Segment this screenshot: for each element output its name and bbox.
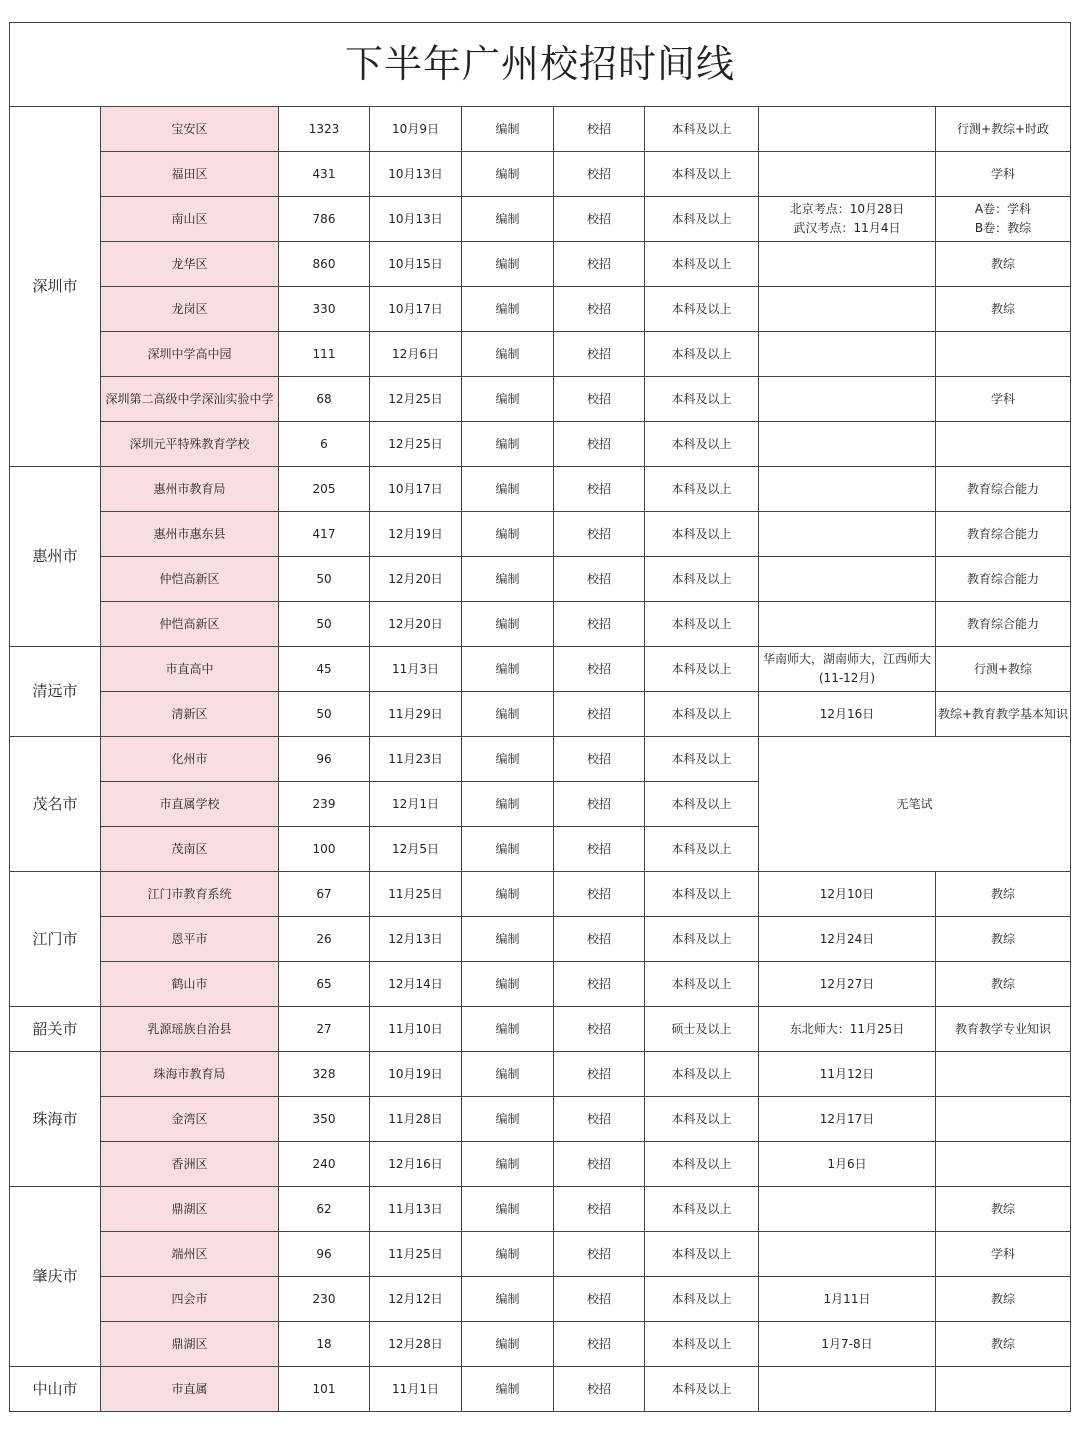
unit-cell: 乳源瑶族自治县	[101, 1007, 279, 1052]
exam-cell-line: 武汉考点：11月4日	[793, 221, 901, 235]
date-cell: 11月3日	[370, 647, 462, 692]
count-cell: 96	[279, 737, 370, 782]
title-row	[10, 23, 1071, 107]
date-cell: 12月28日	[370, 1322, 462, 1367]
unit-cell: 鹤山市	[101, 962, 279, 1007]
date-cell: 12月20日	[370, 557, 462, 602]
table-row	[10, 872, 1071, 917]
count-cell: 328	[279, 1052, 370, 1097]
type-cell: 编制	[462, 1142, 554, 1187]
city-cell: 肇庆市	[10, 1187, 101, 1367]
method-cell: 校招	[554, 692, 645, 737]
count-cell: 111	[279, 332, 370, 377]
unit-cell: 深圳第二高级中学深汕实验中学	[101, 377, 279, 422]
table-row	[10, 647, 1071, 692]
type-cell: 编制	[462, 377, 554, 422]
date-cell: 12月6日	[370, 332, 462, 377]
education-cell: 本科及以上	[645, 1367, 759, 1412]
exam-cell	[759, 1187, 936, 1232]
exam-cell-line: 北京考点：10月28日	[789, 202, 905, 216]
date-cell: 11月29日	[370, 692, 462, 737]
unit-cell: 四会市	[101, 1277, 279, 1322]
table-row	[10, 107, 1071, 152]
exam-cell	[759, 1232, 936, 1277]
exam-cell	[759, 422, 936, 467]
education-cell: 本科及以上	[645, 962, 759, 1007]
method-cell: 校招	[554, 512, 645, 557]
education-cell: 本科及以上	[645, 1232, 759, 1277]
subject-cell	[936, 1142, 1071, 1187]
table-row	[10, 737, 1071, 782]
subject-cell: 教育教学专业知识	[936, 1007, 1071, 1052]
unit-cell: 仲恺高新区	[101, 557, 279, 602]
date-cell: 10月9日	[370, 107, 462, 152]
count-cell: 240	[279, 1142, 370, 1187]
table-row	[10, 1097, 1071, 1142]
method-cell: 校招	[554, 827, 645, 872]
date-cell: 10月15日	[370, 242, 462, 287]
date-cell: 12月13日	[370, 917, 462, 962]
table-row	[10, 1322, 1071, 1367]
date-cell: 10月17日	[370, 287, 462, 332]
date-cell: 12月25日	[370, 377, 462, 422]
exam-cell	[759, 287, 936, 332]
method-cell: 校招	[554, 1232, 645, 1277]
exam-cell: 1月11日	[759, 1277, 936, 1322]
date-cell: 11月25日	[370, 872, 462, 917]
date-cell: 11月13日	[370, 1187, 462, 1232]
type-cell: 编制	[462, 1367, 554, 1412]
date-cell: 10月13日	[370, 197, 462, 242]
table-row	[10, 467, 1071, 512]
table-row	[10, 917, 1071, 962]
education-cell: 本科及以上	[645, 1277, 759, 1322]
exam-cell	[759, 1367, 936, 1412]
method-cell: 校招	[554, 422, 645, 467]
type-cell: 编制	[462, 287, 554, 332]
education-cell: 本科及以上	[645, 332, 759, 377]
education-cell: 本科及以上	[645, 467, 759, 512]
method-cell: 校招	[554, 737, 645, 782]
method-cell: 校招	[554, 962, 645, 1007]
table-row	[10, 1187, 1071, 1232]
subject-cell	[936, 197, 1071, 242]
subject-cell	[936, 1097, 1071, 1142]
type-cell: 编制	[462, 602, 554, 647]
exam-cell	[759, 602, 936, 647]
method-cell: 校招	[554, 107, 645, 152]
type-cell: 编制	[462, 782, 554, 827]
city-cell: 惠州市	[10, 467, 101, 647]
subject-cell: 教育综合能力	[936, 467, 1071, 512]
education-cell: 本科及以上	[645, 827, 759, 872]
count-cell: 205	[279, 467, 370, 512]
date-cell: 12月1日	[370, 782, 462, 827]
count-cell: 96	[279, 1232, 370, 1277]
count-cell: 50	[279, 557, 370, 602]
count-cell: 67	[279, 872, 370, 917]
table-row	[10, 377, 1071, 422]
exam-cell	[759, 242, 936, 287]
page-title: 下半年广州校招时间线	[10, 23, 1071, 107]
count-cell: 239	[279, 782, 370, 827]
method-cell: 校招	[554, 557, 645, 602]
education-cell: 本科及以上	[645, 377, 759, 422]
date-cell: 11月28日	[370, 1097, 462, 1142]
exam-cell	[759, 152, 936, 197]
table-row	[10, 332, 1071, 377]
table-row	[10, 422, 1071, 467]
subject-cell: 学科	[936, 1232, 1071, 1277]
count-cell: 100	[279, 827, 370, 872]
education-cell: 本科及以上	[645, 602, 759, 647]
table-row	[10, 692, 1071, 737]
subject-cell: 教育综合能力	[936, 602, 1071, 647]
count-cell: 62	[279, 1187, 370, 1232]
exam-cell: 12月16日	[759, 692, 936, 737]
exam-cell: 东北师大：11月25日	[759, 1007, 936, 1052]
city-cell: 清远市	[10, 647, 101, 737]
unit-cell: 龙华区	[101, 242, 279, 287]
exam-cell	[759, 557, 936, 602]
date-cell: 12月19日	[370, 512, 462, 557]
table-row	[10, 242, 1071, 287]
education-cell: 本科及以上	[645, 782, 759, 827]
education-cell: 本科及以上	[645, 647, 759, 692]
unit-cell: 惠州市惠东县	[101, 512, 279, 557]
subject-cell: 教育综合能力	[936, 512, 1071, 557]
count-cell: 786	[279, 197, 370, 242]
type-cell: 编制	[462, 872, 554, 917]
unit-cell: 深圳中学高中园	[101, 332, 279, 377]
date-cell: 12月12日	[370, 1277, 462, 1322]
education-cell: 本科及以上	[645, 737, 759, 782]
exam-cell-line: 华南师大，湖南师大，江西师大	[762, 652, 931, 666]
subject-cell-line: A卷：学科	[974, 202, 1032, 216]
type-cell: 编制	[462, 107, 554, 152]
count-cell: 68	[279, 377, 370, 422]
count-cell: 330	[279, 287, 370, 332]
method-cell: 校招	[554, 287, 645, 332]
date-cell: 10月19日	[370, 1052, 462, 1097]
type-cell: 编制	[462, 512, 554, 557]
method-cell: 校招	[554, 152, 645, 197]
exam-cell	[759, 197, 936, 242]
type-cell: 编制	[462, 467, 554, 512]
method-cell: 校招	[554, 647, 645, 692]
method-cell: 校招	[554, 197, 645, 242]
city-cell: 深圳市	[10, 107, 101, 467]
subject-cell: 教综+教育教学基本知识	[936, 692, 1071, 737]
type-cell: 编制	[462, 962, 554, 1007]
exam-cell: 12月10日	[759, 872, 936, 917]
subject-cell: 行测+教综+时政	[936, 107, 1071, 152]
exam-cell: 11月12日	[759, 1052, 936, 1097]
count-cell: 50	[279, 692, 370, 737]
method-cell: 校招	[554, 1367, 645, 1412]
unit-cell: 江门市教育系统	[101, 872, 279, 917]
type-cell: 编制	[462, 152, 554, 197]
exam-cell	[759, 377, 936, 422]
type-cell: 编制	[462, 197, 554, 242]
subject-cell-line: B卷：教综	[974, 221, 1032, 235]
unit-cell: 市直高中	[101, 647, 279, 692]
no-written-exam-cell: 无笔试	[759, 737, 1071, 872]
city-cell: 珠海市	[10, 1052, 101, 1187]
method-cell: 校招	[554, 1187, 645, 1232]
type-cell: 编制	[462, 1232, 554, 1277]
subject-cell: 学科	[936, 377, 1071, 422]
count-cell: 65	[279, 962, 370, 1007]
unit-cell: 市直属学校	[101, 782, 279, 827]
method-cell: 校招	[554, 1142, 645, 1187]
exam-cell: 12月27日	[759, 962, 936, 1007]
count-cell: 350	[279, 1097, 370, 1142]
method-cell: 校招	[554, 467, 645, 512]
count-cell: 27	[279, 1007, 370, 1052]
method-cell: 校招	[554, 1277, 645, 1322]
count-cell: 6	[279, 422, 370, 467]
education-cell: 本科及以上	[645, 1142, 759, 1187]
education-cell: 本科及以上	[645, 1187, 759, 1232]
city-cell: 茂名市	[10, 737, 101, 872]
method-cell: 校招	[554, 602, 645, 647]
method-cell: 校招	[554, 1052, 645, 1097]
subject-cell: 教综	[936, 1187, 1071, 1232]
table-row	[10, 152, 1071, 197]
education-cell: 本科及以上	[645, 917, 759, 962]
unit-cell: 仲恺高新区	[101, 602, 279, 647]
table-row	[10, 557, 1071, 602]
education-cell: 本科及以上	[645, 512, 759, 557]
count-cell: 50	[279, 602, 370, 647]
table-row	[10, 512, 1071, 557]
method-cell: 校招	[554, 1097, 645, 1142]
exam-cell	[759, 512, 936, 557]
exam-cell	[759, 332, 936, 377]
subject-cell: 教综	[936, 287, 1071, 332]
exam-cell: 1月7-8日	[759, 1322, 936, 1367]
type-cell: 编制	[462, 242, 554, 287]
subject-cell: 教综	[936, 242, 1071, 287]
city-cell: 中山市	[10, 1367, 101, 1412]
table-row	[10, 1052, 1071, 1097]
date-cell: 10月17日	[370, 467, 462, 512]
type-cell: 编制	[462, 737, 554, 782]
subject-cell: 教综	[936, 1277, 1071, 1322]
table-row	[10, 962, 1071, 1007]
table-row	[10, 197, 1071, 242]
method-cell: 校招	[554, 917, 645, 962]
education-cell: 本科及以上	[645, 242, 759, 287]
date-cell: 12月20日	[370, 602, 462, 647]
unit-cell: 化州市	[101, 737, 279, 782]
unit-cell: 恩平市	[101, 917, 279, 962]
method-cell: 校招	[554, 377, 645, 422]
method-cell: 校招	[554, 332, 645, 377]
unit-cell: 惠州市教育局	[101, 467, 279, 512]
count-cell: 26	[279, 917, 370, 962]
type-cell: 编制	[462, 827, 554, 872]
unit-cell: 龙岗区	[101, 287, 279, 332]
subject-cell	[936, 1367, 1071, 1412]
table-row	[10, 1142, 1071, 1187]
table-row	[10, 1367, 1071, 1412]
count-cell: 18	[279, 1322, 370, 1367]
date-cell: 11月25日	[370, 1232, 462, 1277]
date-cell: 12月16日	[370, 1142, 462, 1187]
subject-cell	[936, 332, 1071, 377]
exam-cell: 12月24日	[759, 917, 936, 962]
education-cell: 本科及以上	[645, 557, 759, 602]
table-row	[10, 602, 1071, 647]
city-cell: 江门市	[10, 872, 101, 1007]
subject-cell: 教综	[936, 917, 1071, 962]
count-cell: 45	[279, 647, 370, 692]
education-cell: 本科及以上	[645, 1097, 759, 1142]
unit-cell: 鼎湖区	[101, 1322, 279, 1367]
method-cell: 校招	[554, 1007, 645, 1052]
count-cell: 860	[279, 242, 370, 287]
type-cell: 编制	[462, 1187, 554, 1232]
type-cell: 编制	[462, 1277, 554, 1322]
exam-cell	[759, 467, 936, 512]
type-cell: 编制	[462, 557, 554, 602]
unit-cell: 清新区	[101, 692, 279, 737]
date-cell: 12月25日	[370, 422, 462, 467]
exam-cell	[759, 107, 936, 152]
unit-cell: 香洲区	[101, 1142, 279, 1187]
date-cell: 12月14日	[370, 962, 462, 1007]
type-cell: 编制	[462, 1007, 554, 1052]
subject-cell: 教育综合能力	[936, 557, 1071, 602]
unit-cell: 深圳元平特殊教育学校	[101, 422, 279, 467]
type-cell: 编制	[462, 1052, 554, 1097]
unit-cell: 金湾区	[101, 1097, 279, 1142]
unit-cell: 珠海市教育局	[101, 1052, 279, 1097]
education-cell: 本科及以上	[645, 107, 759, 152]
date-cell: 11月1日	[370, 1367, 462, 1412]
count-cell: 101	[279, 1367, 370, 1412]
date-cell: 11月10日	[370, 1007, 462, 1052]
exam-cell: 12月17日	[759, 1097, 936, 1142]
type-cell: 编制	[462, 692, 554, 737]
subject-cell: 教综	[936, 962, 1071, 1007]
education-cell: 本科及以上	[645, 872, 759, 917]
subject-cell	[936, 422, 1071, 467]
unit-cell: 南山区	[101, 197, 279, 242]
education-cell: 本科及以上	[645, 197, 759, 242]
education-cell: 硕士及以上	[645, 1007, 759, 1052]
recruitment-timeline-table	[9, 22, 1071, 1412]
subject-cell: 教综	[936, 872, 1071, 917]
education-cell: 本科及以上	[645, 692, 759, 737]
type-cell: 编制	[462, 917, 554, 962]
subject-cell: 行测+教综	[936, 647, 1071, 692]
subject-cell: 教综	[936, 1322, 1071, 1367]
table-row	[10, 1007, 1071, 1052]
unit-cell: 端州区	[101, 1232, 279, 1277]
type-cell: 编制	[462, 1322, 554, 1367]
date-cell: 11月23日	[370, 737, 462, 782]
exam-cell-line: (11-12月)	[818, 671, 876, 685]
count-cell: 230	[279, 1277, 370, 1322]
method-cell: 校招	[554, 872, 645, 917]
unit-cell: 鼎湖区	[101, 1187, 279, 1232]
unit-cell: 宝安区	[101, 107, 279, 152]
table-row	[10, 1232, 1071, 1277]
type-cell: 编制	[462, 422, 554, 467]
type-cell: 编制	[462, 1097, 554, 1142]
exam-cell: 1月6日	[759, 1142, 936, 1187]
unit-cell: 市直属	[101, 1367, 279, 1412]
unit-cell: 茂南区	[101, 827, 279, 872]
subject-cell: 学科	[936, 152, 1071, 197]
method-cell: 校招	[554, 242, 645, 287]
date-cell: 10月13日	[370, 152, 462, 197]
education-cell: 本科及以上	[645, 287, 759, 332]
method-cell: 校招	[554, 782, 645, 827]
method-cell: 校招	[554, 1322, 645, 1367]
education-cell: 本科及以上	[645, 1052, 759, 1097]
subject-cell	[936, 1052, 1071, 1097]
date-cell: 12月5日	[370, 827, 462, 872]
table-row	[10, 287, 1071, 332]
education-cell: 本科及以上	[645, 1322, 759, 1367]
type-cell: 编制	[462, 332, 554, 377]
unit-cell: 福田区	[101, 152, 279, 197]
count-cell: 417	[279, 512, 370, 557]
type-cell: 编制	[462, 647, 554, 692]
city-cell: 韶关市	[10, 1007, 101, 1052]
education-cell: 本科及以上	[645, 152, 759, 197]
exam-cell	[759, 647, 936, 692]
education-cell: 本科及以上	[645, 422, 759, 467]
count-cell: 431	[279, 152, 370, 197]
table-row	[10, 1277, 1071, 1322]
count-cell: 1323	[279, 107, 370, 152]
